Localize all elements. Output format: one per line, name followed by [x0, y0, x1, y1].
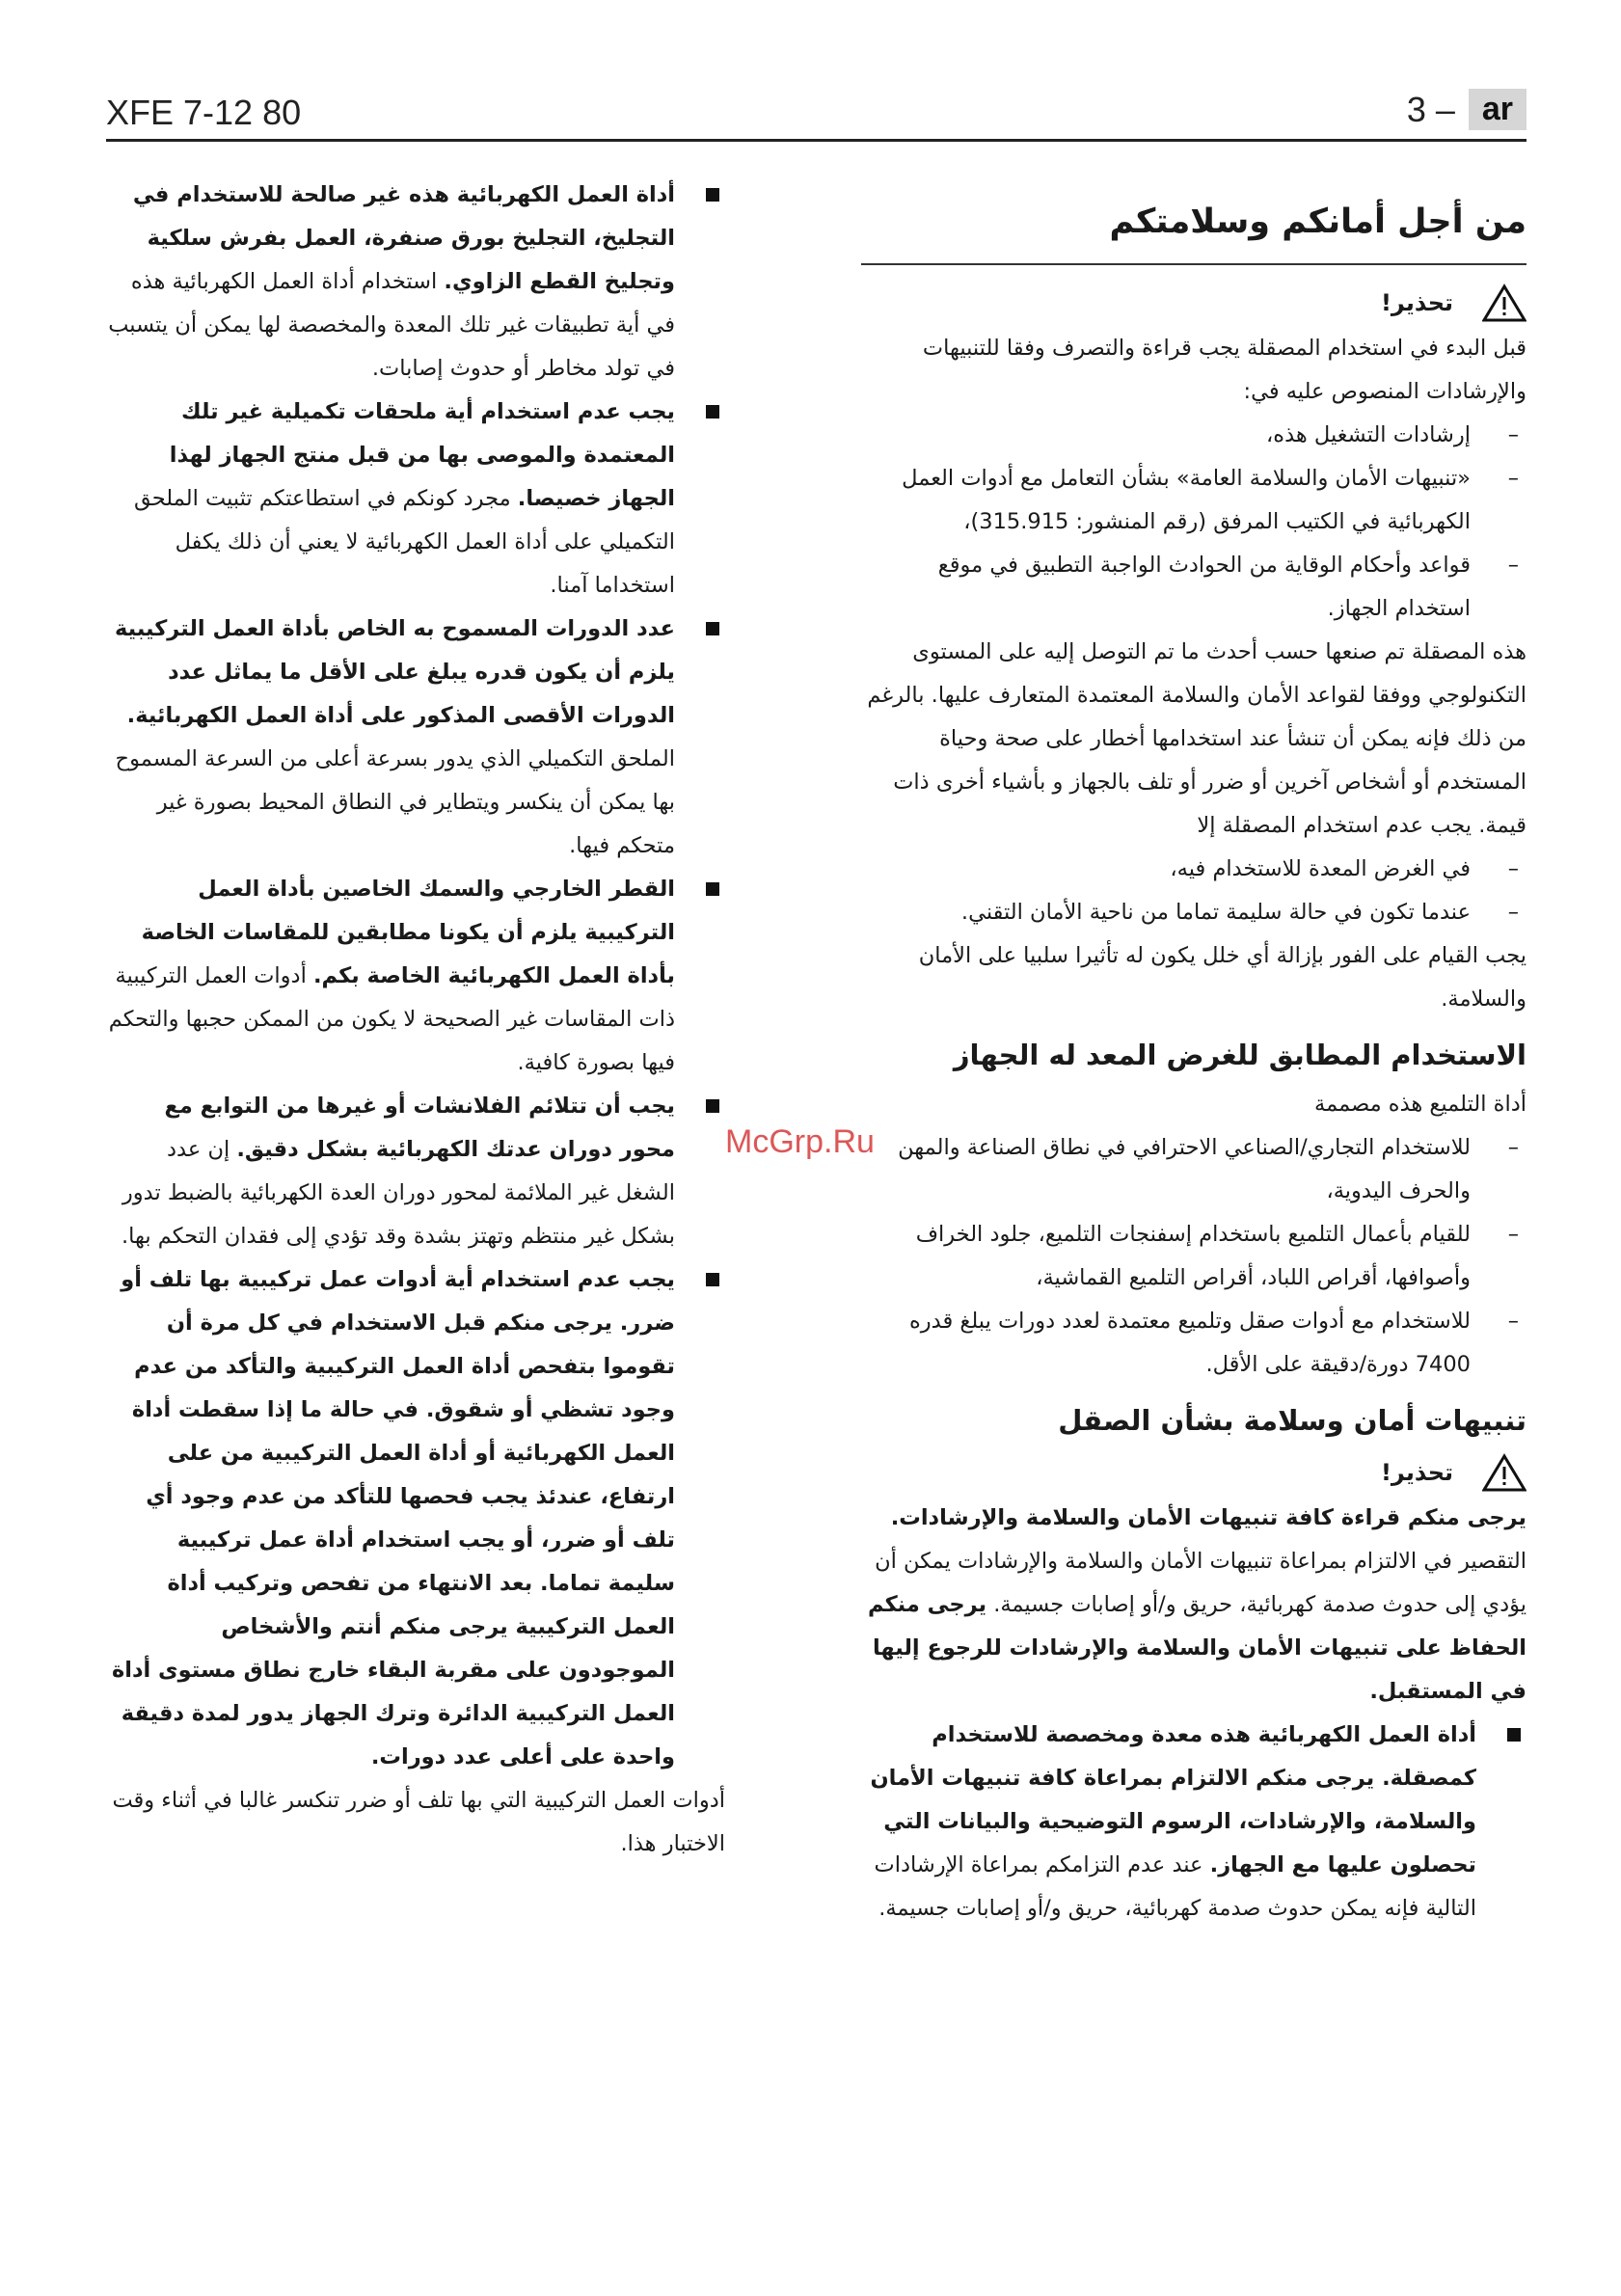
bullet-bold: أداة العمل الكهربائية هذه غير صالحة للاستخدام في التجليخ، التجليخ بورق صنفرة، العمل بفرش سلكية وتجليخ القطع الزاوي.: [132, 182, 675, 294]
list-item: – قواعد وأحكام الوقاية من الحوادث الواجبة التطبيق في موقع استخدام الجهاز.: [861, 544, 1526, 631]
section-title-intended-use: الاستخدام المطابق للغرض المعد له الجهاز: [953, 1039, 1526, 1071]
bullet-bold: يجب أن تتلائم الفلانشات أو غيرها من التوابع مع محور دوران عدتك الكهربائية بشكل دقيق.: [164, 1094, 675, 1162]
model-name: XFE 7-12 80: [106, 93, 302, 132]
intro-list: [861, 414, 1526, 631]
warning-text: التقصير في الالتزام بمراعاة تنبيهات الأمان والسلامة والإرشادات يمكن أن يؤدي إلى حدوث صدمة كهربائية، حريق و/أو إصابات جسيمة.: [875, 1549, 1526, 1617]
bullet-text: استخدام أداة العمل الكهربائية هذه في أية تطبيقات غير تلك المعدة والمخصصة لها يمكن أن يتسبب في تولد مخاطر أو حدوث إصابات.: [108, 269, 675, 381]
right-column: [861, 188, 1526, 1931]
language-badge: ar: [1469, 89, 1526, 130]
warning-triangle-icon: [1482, 284, 1526, 322]
section-title-safety: من أجل أمانكم وسلامتكم: [1109, 203, 1526, 241]
state-of-art-paragraph: هذه المصقلة تم صنعها حسب أحدث ما تم التوصل إليه على المستوى التكنولوجي ووفقا لقواعد الأمان والسلامة المعتمدة المتعارف عليها. بالرغم من ذلك فإنه يمكن أن تنشأ عند استخدامها أخطار على صحة وحياة المستخدم أو أشخاص آخرين أو ضرر أو تلف بالجهاز و بأشياء أخرى ذات قيمة. يجب عدم استخدام المصقلة إلا: [867, 639, 1526, 838]
bullet-bold: يجب عدم استخدام أية أدوات عمل تركيبية بها تلف أو ضرر. يرجى منكم قبل الاستخدام في كل مرة أن تقوموا بتفحص أداة العمل التركيبية والتأكد من عدم وجود تشظي أو شقوق. في حالة ما إذا سقطت أداة العمل الكهربائية أو أداة العمل التركيبية من على ارتفاع، عندئذ يجب فحصها للتأكد من عدم وجود أي تلف أو ضرر، أو يجب استخدام أداة عمل تركيبية سليمة تماما. بعد الانتهاء من تفحص وتركيب أداة العمل التركيبية يرجى منكم أنتم والأشخاص الموجودون على مقربة البقاء خارج نطاق مستوى أداة العمل التركيبية الدائرة وترك الجهاز يدور لمدة دقيقة واحدة على أعلى عدد دورات.: [111, 1267, 675, 1769]
faults-paragraph: يجب القيام على الفور بإزالة أي خلل يكون له تأثيرا سلبيا على الأمان والسلامة.: [918, 943, 1526, 1012]
bullet-text: الملحق التكميلي الذي يدور بسرعة أعلى من السرعة المسموح بها يمكن أن ينكسر ويتطاير في النطاق المحيط بصورة غير متحكم فيها.: [115, 746, 675, 858]
warning-label-1: تحذير!: [1380, 288, 1453, 316]
list-item: [108, 868, 725, 1085]
warning-block-1: [861, 279, 1526, 327]
bullet-bold: يجب عدم استخدام أية ملحقات تكميلية غير تلك المعتمدة والموصى بها من قبل منتج الجهاز لهذا الجهاز خصيصا.: [169, 399, 675, 511]
use-conditions-list: [861, 848, 1526, 934]
list-item: – للاستخدام التجاري/الصناعي الاحترافي في نطاق الصناعة والمهن والحرف اليدوية،: [861, 1126, 1526, 1213]
list-item: [861, 1714, 1526, 1931]
warning-triangle-icon: [1482, 1453, 1526, 1492]
page-number: 3 –: [1406, 89, 1455, 129]
list-item: – إرشادات التشغيل هذه،: [861, 414, 1526, 457]
warning-block-2: [861, 1448, 1526, 1497]
section-title-polishing-safety: تنبيهات أمان وسلامة بشأن الصقل: [1058, 1404, 1526, 1437]
bullet-bold: القطر الخارجي والسمك الخاصين بأداة العمل التركيبية يلزم أن يكونا مطابقين للمقاسات الخاصة بأداة العمل الكهربائية الخاصة بكم.: [141, 877, 675, 988]
watermark: McGrp.Ru: [725, 1123, 875, 1160]
warning-label-2: تحذير!: [1380, 1458, 1453, 1486]
bullet-bold: أداة العمل الكهربائية هذه معدة ومخصصة للاستخدام كمصقلة. يرجى منكم الالتزام بمراعاة كافة تنبيهات الأمان والسلامة، والإرشادات، الرسوم التوضيحية والبيانات التي تحصلون عليها مع الجهاز.: [870, 1722, 1476, 1877]
list-item: – «تنبيهات الأمان والسلامة العامة» بشأن التعامل مع أدوات العمل الكهربائية في الكتيب المرفق (رقم المنشور: 315.915)،: [861, 457, 1526, 544]
intended-use-list: [861, 1126, 1526, 1387]
list-item: – للاستخدام مع أدوات صقل وتلميع معتمدة لعدد دورات يبلغ قدره 7400 دورة/دقيقة على الأقل.: [861, 1300, 1526, 1387]
list-item: [108, 608, 725, 868]
page-number-block: [1407, 89, 1526, 130]
list-item: – للقيام بأعمال التلميع باستخدام إسفنجات التلميع، جلود الخراف وأصوافها، أقراص اللباد، أقراص التلميع القماشية،: [861, 1213, 1526, 1300]
warning-bold-1: يرجى منكم قراءة كافة تنبيهات الأمان والسلامة والإرشادات.: [890, 1505, 1526, 1530]
safety-bullets: [108, 174, 725, 1779]
warning-bold-2: يرجى منكم الحفاظ على تنبيهات الأمان والسلامة والإرشادات للرجوع إليها في المستقبل.: [867, 1592, 1526, 1704]
list-item: – عندما تكون في حالة سليمة تماما من ناحية الأمان التقني.: [861, 891, 1526, 934]
intro-paragraph: قبل البدء في استخدام المصقلة يجب قراءة والتصرف وفقا للتنبيهات والإرشادات المنصوص عليه في:: [922, 336, 1526, 404]
bullet-text: عند عدم التزامكم بمراعاة الإرشادات التالية فإنه يمكن حدوث صدمة كهربائية، حريق و/أو إصابات جسيمة.: [874, 1852, 1476, 1921]
list-item: [108, 174, 725, 391]
bullet-text: أدوات العمل التركيبية ذات المقاسات غير الصحيحة لا يكون من الممكن حجبها والتحكم فيها بصورة كافية.: [108, 963, 675, 1075]
list-item: [108, 1258, 725, 1779]
list-item: – في الغرض المعدة للاستخدام فيه،: [861, 848, 1526, 891]
page-header: [106, 89, 1526, 142]
list-item: [108, 1085, 725, 1258]
final-paragraph: أدوات العمل التركيبية التي بها تلف أو ضرر تنكسر غالبا في أثناء وقت الاختبار هذا.: [112, 1788, 725, 1856]
list-item: [108, 391, 725, 608]
polishing-bullets: [861, 1714, 1526, 1931]
bullet-bold: عدد الدورات المسموح به الخاص بأداة العمل التركيبية يلزم أن يكون قدره يبلغ على الأقل ما يماثل عدد الدورات الأقصى المذكور على أداة العمل الكهربائية.: [115, 616, 675, 728]
title-divider: [861, 263, 1526, 265]
bullet-text: مجرد كونكم في استطاعتكم تثبيت الملحق التكميلي على أداة العمل الكهربائية لا يعني أن ذلك يكفل استخداما آمنا.: [133, 486, 675, 598]
left-column: [108, 174, 725, 1866]
intended-intro: أداة التلميع هذه مصممة: [1314, 1092, 1526, 1117]
warning-paragraph: [861, 1497, 1526, 1714]
bullet-text: إن عدد الشغل غير الملائمة لمحور دوران العدة الكهربائية بالضبط تدور بشكل غير منتظم وتهتز بشدة وقد تؤدي إلى فقدان التحكم بها.: [122, 1137, 675, 1249]
